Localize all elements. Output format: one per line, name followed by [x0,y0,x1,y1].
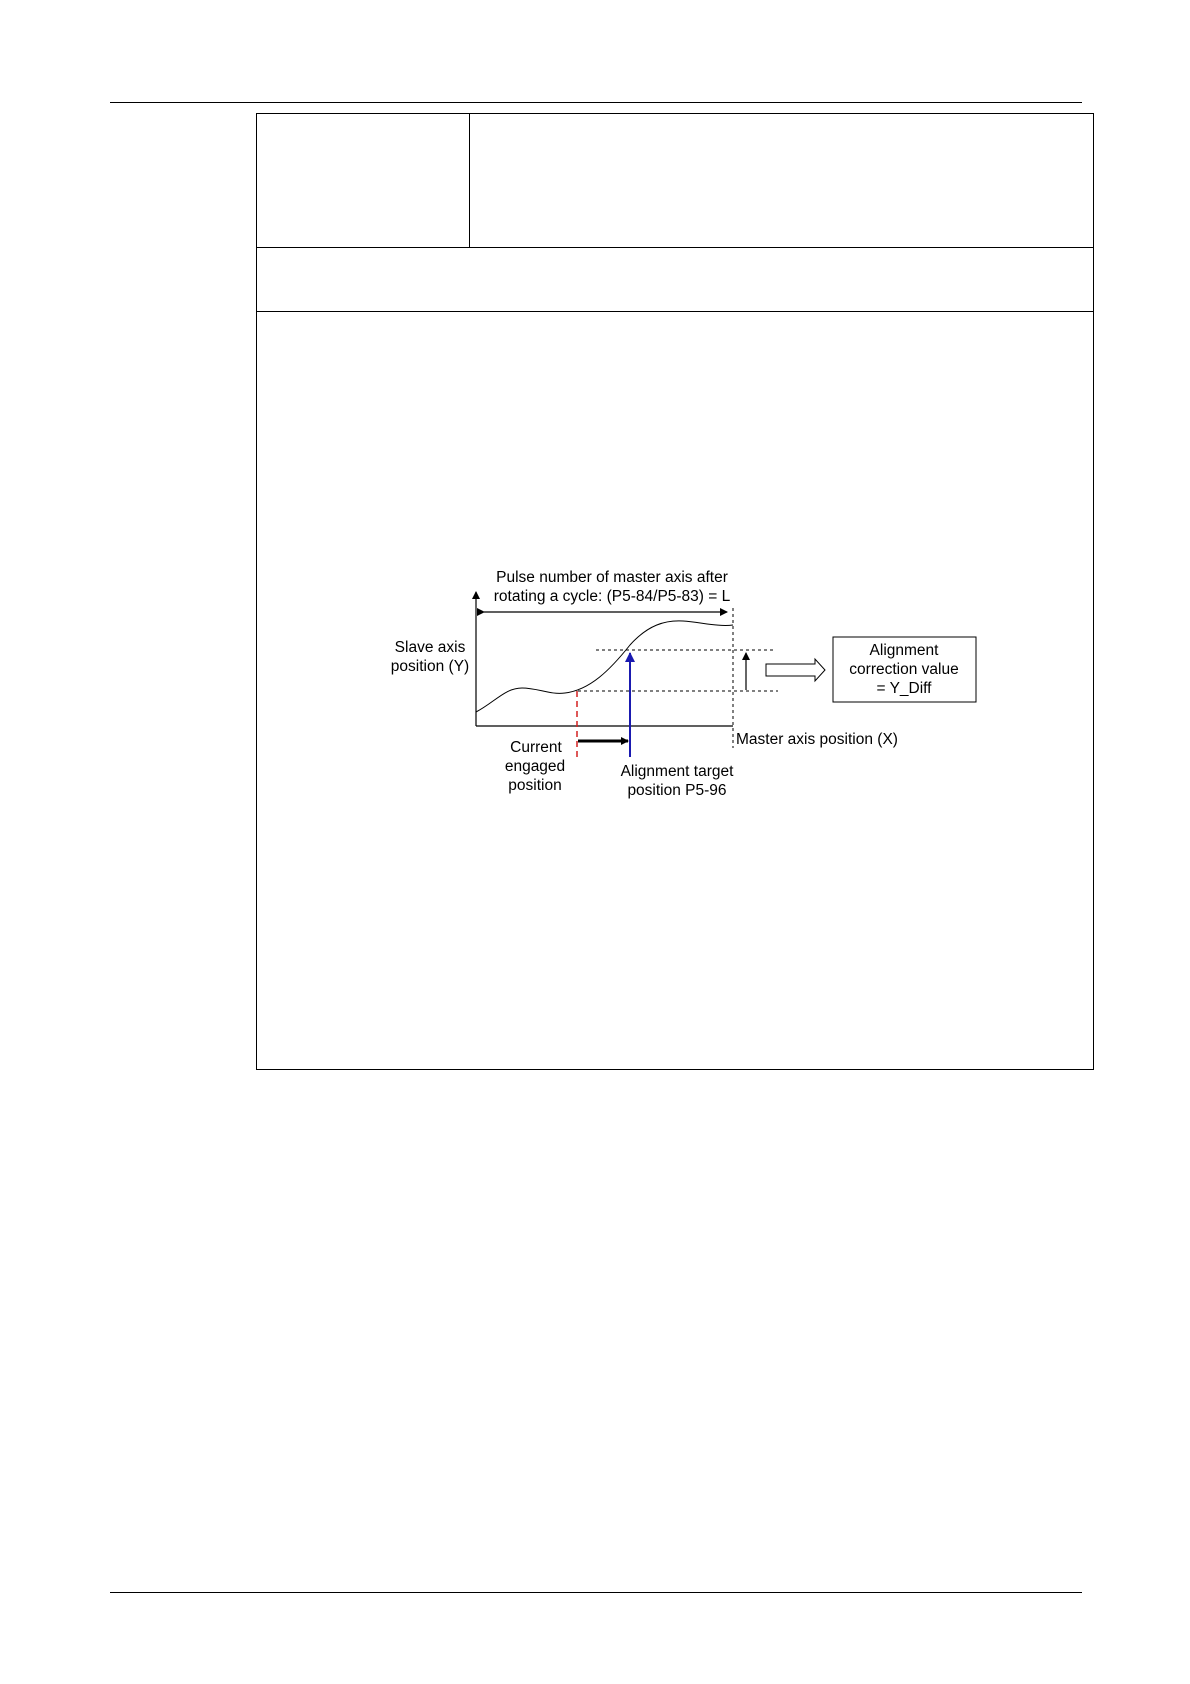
target-position-prefix: position [627,782,686,799]
slave-axis-label-line1: Slave axis [394,639,466,656]
box-prefix: = [876,680,890,697]
current-position-label-line2: engaged [504,758,566,775]
target-position-label-line1: Alignment target [620,763,734,780]
target-position-label-line2 [627,782,726,799]
master-axis-label: Master axis position (X) [736,731,898,748]
target-param: P5-96 [685,782,727,799]
slave-axis-label-line2: position (Y) [390,658,470,675]
cycle-label-line2: rotating a cycle: (P5-84/P5-83) = L [493,588,731,605]
box-label-line2: correction value [849,661,959,678]
current-position-label-line3: position [508,777,562,794]
current-position-label-line1: Current [510,739,562,756]
box-label-line1: Alignment [869,642,939,659]
cam-curve [476,621,733,712]
cycle-label-line1: Pulse number of master axis after [496,569,728,586]
box-label-line3 [876,680,932,697]
hollow-arrow-to-box [766,659,825,681]
box-param: Y_Diff [889,680,932,697]
